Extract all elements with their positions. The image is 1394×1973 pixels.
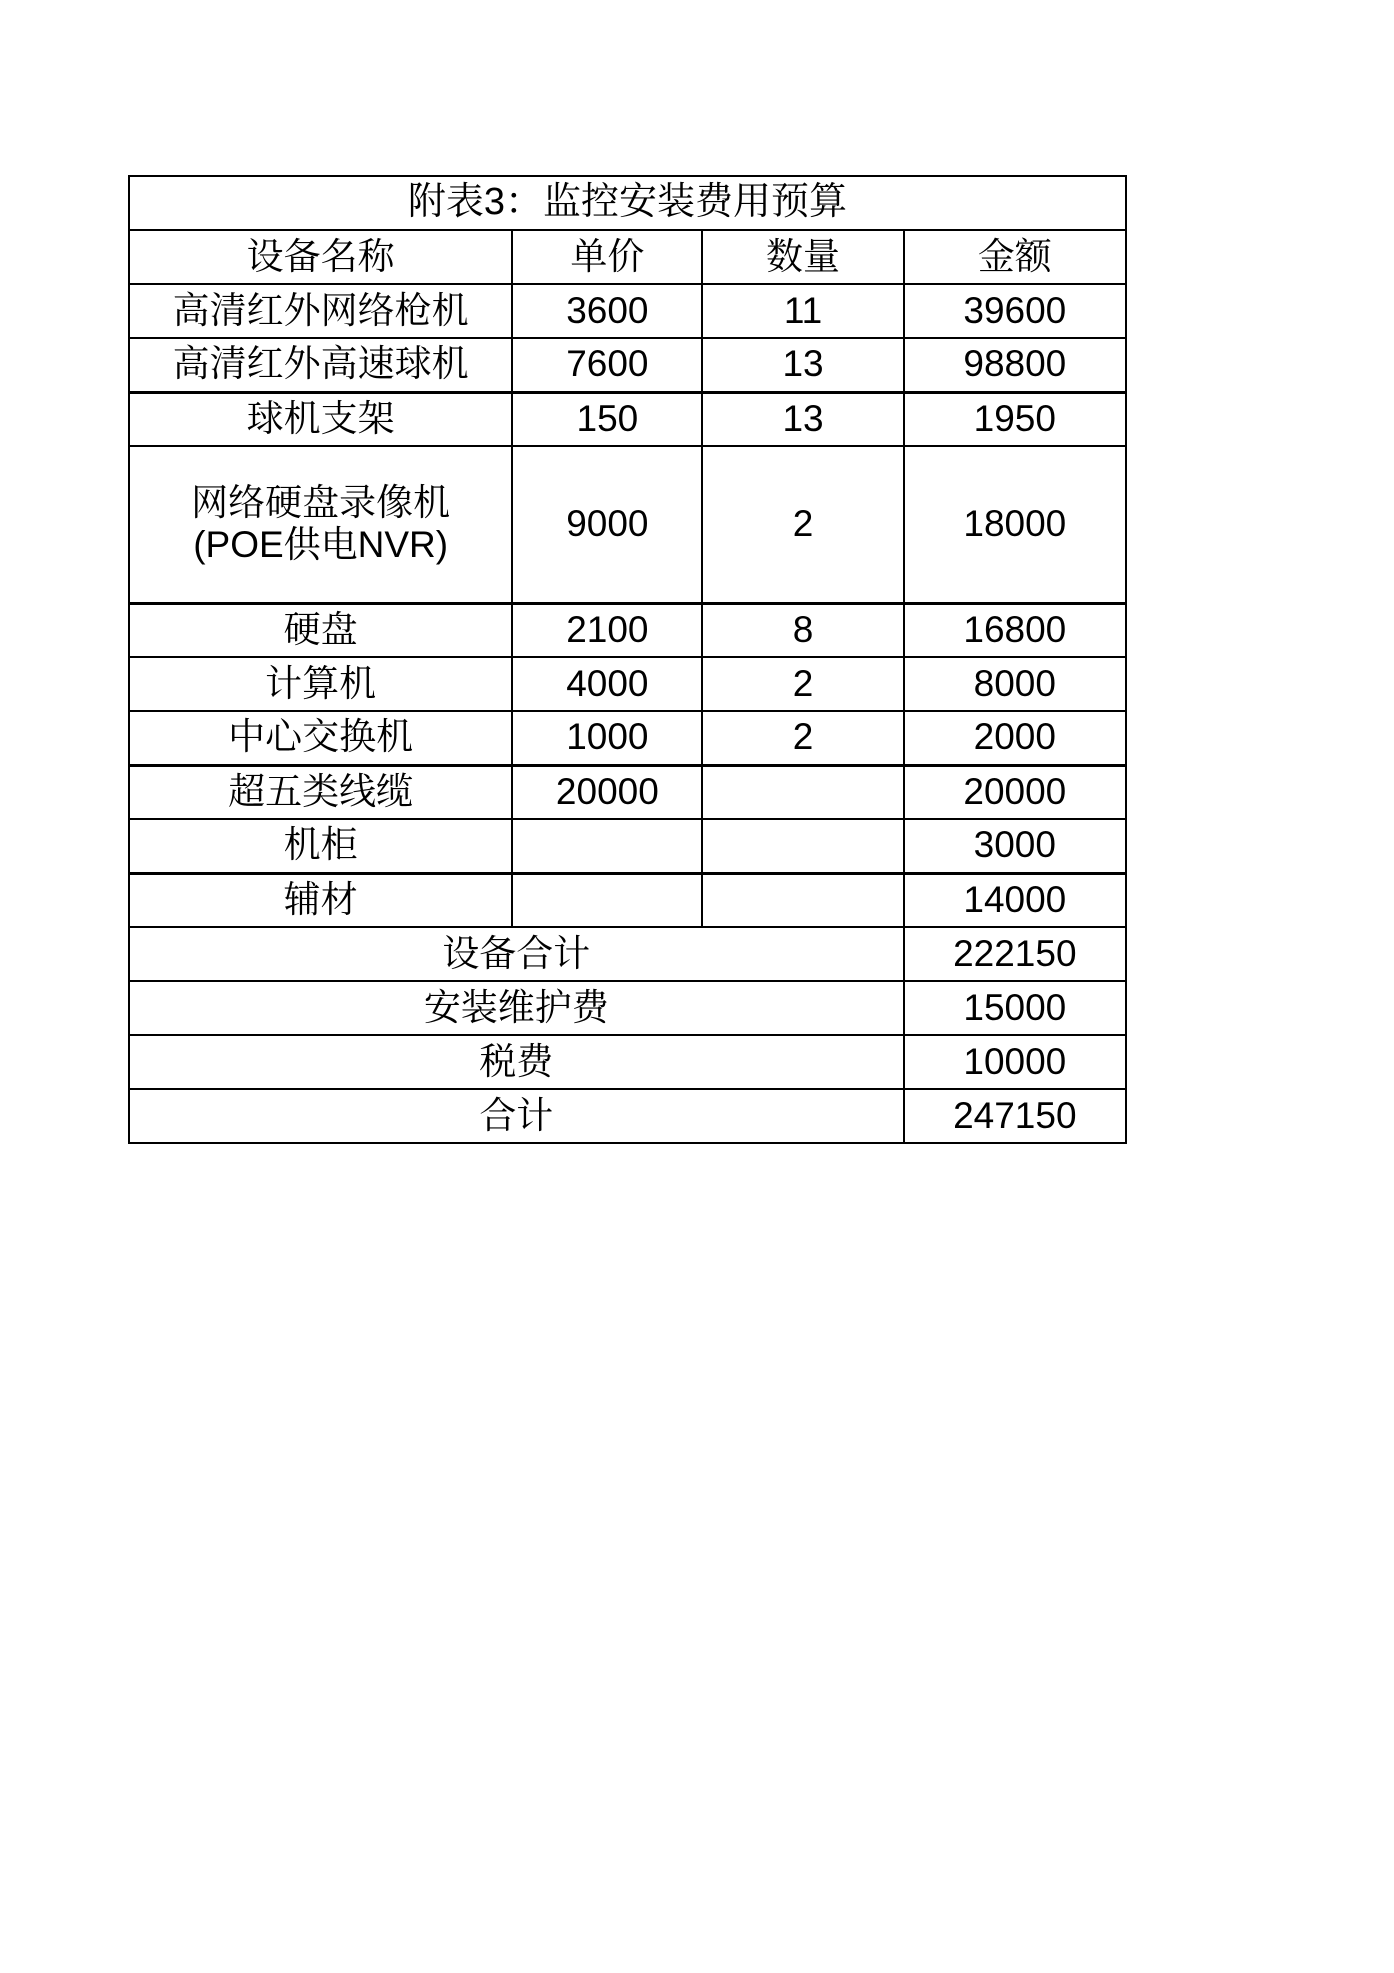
item-amount: 2000 [904,711,1126,765]
title-row [129,176,1126,230]
summary-label: 设备合计 [129,927,904,981]
item-amount: 39600 [904,284,1126,338]
table-row [129,711,1126,765]
summary-row [129,1035,1126,1089]
table-row [129,446,1126,603]
item-amount: 16800 [904,603,1126,657]
summary-label: 税费 [129,1035,904,1089]
summary-amount: 247150 [904,1089,1126,1143]
item-quantity [702,819,903,873]
summary-row [129,1089,1126,1143]
item-unit-price: 2100 [512,603,702,657]
item-quantity: 2 [702,657,903,711]
item-name: 机柜 [129,819,512,873]
table-title: 附表3：监控安装费用预算 [129,176,1126,230]
item-amount: 18000 [904,446,1126,603]
header-name: 设备名称 [129,230,512,284]
item-quantity: 11 [702,284,903,338]
item-unit-price: 3600 [512,284,702,338]
table-row [129,819,1126,873]
item-name-line1: 网络硬盘录像机 [191,481,451,523]
table-row [129,392,1126,446]
item-unit-price [512,873,702,927]
item-unit-price: 150 [512,392,702,446]
item-name: 高清红外高速球机 [129,338,512,392]
item-quantity: 13 [702,338,903,392]
item-name: 球机支架 [129,392,512,446]
item-quantity [702,873,903,927]
item-name: 超五类线缆 [129,765,512,819]
item-amount: 1950 [904,392,1126,446]
item-amount: 3000 [904,819,1126,873]
table-row [129,765,1126,819]
item-name: 高清红外网络枪机 [129,284,512,338]
item-name-line2: (POE供电NVR) [193,524,449,566]
table-row [129,338,1126,392]
item-name: 硬盘 [129,603,512,657]
summary-amount: 222150 [904,927,1126,981]
budget-table [128,175,1127,1144]
table-row [129,284,1126,338]
table-row [129,873,1126,927]
item-name: 辅材 [129,873,512,927]
item-quantity: 8 [702,603,903,657]
item-name: 计算机 [129,657,512,711]
table-row [129,603,1126,657]
header-amount: 金额 [904,230,1126,284]
item-quantity: 2 [702,446,903,603]
header-row [129,230,1126,284]
summary-label: 合计 [129,1089,904,1143]
table-row [129,657,1126,711]
summary-row [129,927,1126,981]
summary-label: 安装维护费 [129,981,904,1035]
item-amount: 98800 [904,338,1126,392]
item-name: 中心交换机 [129,711,512,765]
item-unit-price [512,819,702,873]
item-amount: 14000 [904,873,1126,927]
item-name [129,446,512,603]
item-unit-price: 9000 [512,446,702,603]
item-unit-price: 20000 [512,765,702,819]
header-quantity: 数量 [702,230,903,284]
summary-amount: 10000 [904,1035,1126,1089]
item-unit-price: 1000 [512,711,702,765]
item-quantity: 2 [702,711,903,765]
header-unit-price: 单价 [512,230,702,284]
summary-amount: 15000 [904,981,1126,1035]
item-amount: 20000 [904,765,1126,819]
item-quantity: 13 [702,392,903,446]
summary-row [129,981,1126,1035]
item-amount: 8000 [904,657,1126,711]
item-unit-price: 4000 [512,657,702,711]
item-quantity [702,765,903,819]
item-unit-price: 7600 [512,338,702,392]
